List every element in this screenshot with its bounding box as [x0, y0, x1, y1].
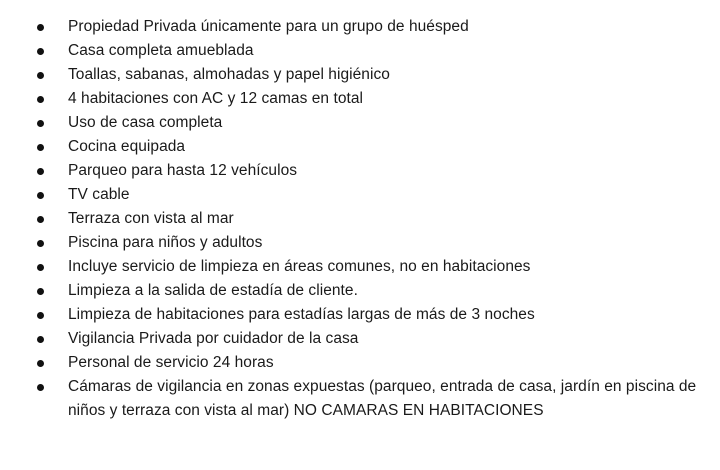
list-item — [0, 39, 720, 63]
list-item-text: Personal de servicio 24 horas — [68, 354, 274, 371]
list-item-text: Vigilancia Privada por cuidador de la casa — [68, 330, 359, 347]
bullet-icon — [37, 120, 44, 127]
list-item — [0, 159, 720, 183]
list-item-text: Casa completa amueblada — [68, 42, 254, 59]
bullet-icon — [37, 144, 44, 151]
list-item-text: Toallas, sabanas, almohadas y papel higiénico — [68, 66, 390, 83]
list-item — [0, 231, 720, 255]
bullet-icon — [37, 384, 44, 391]
list-item — [0, 255, 720, 279]
list-item-text: Uso de casa completa — [68, 114, 223, 131]
bullet-icon — [37, 240, 44, 247]
list-item — [0, 375, 720, 423]
list-item — [0, 15, 720, 39]
bullet-icon — [37, 216, 44, 223]
list-item-text: Terraza con vista al mar — [68, 210, 234, 227]
amenities-list — [0, 15, 720, 423]
list-item-text: Limpieza de habitaciones para estadías largas de más de 3 noches — [68, 306, 535, 323]
bullet-icon — [37, 264, 44, 271]
list-item — [0, 135, 720, 159]
bullet-icon — [37, 48, 44, 55]
list-item-text: TV cable — [68, 186, 130, 203]
list-item-text: Piscina para niños y adultos — [68, 234, 263, 251]
list-item — [0, 183, 720, 207]
bullet-icon — [37, 360, 44, 367]
bullet-icon — [37, 168, 44, 175]
list-item — [0, 63, 720, 87]
bullet-icon — [37, 192, 44, 199]
list-item-text: Cocina equipada — [68, 138, 186, 155]
list-item-text: Propiedad Privada únicamente para un grupo de huésped — [68, 18, 469, 35]
bullet-icon — [37, 312, 44, 319]
list-item — [0, 327, 720, 351]
list-item-text: Parqueo para hasta 12 vehículos — [68, 162, 298, 179]
list-item-text: Incluye servicio de limpieza en áreas comunes, no en habitaciones — [68, 258, 531, 275]
bullet-icon — [37, 288, 44, 295]
bullet-icon — [37, 336, 44, 343]
list-item — [0, 279, 720, 303]
bullet-icon — [37, 96, 44, 103]
list-item-text: 4 habitaciones con AC y 12 camas en total — [68, 90, 364, 107]
list-item — [0, 351, 720, 375]
list-item-text: Cámaras de vigilancia en zonas expuestas (parqueo, entrada de casa, jardín en piscina de niños y terraza con vista al mar) NO CAMARAS EN HABITACIONES — [68, 378, 697, 419]
list-item — [0, 111, 720, 135]
bullet-icon — [37, 24, 44, 31]
list-item — [0, 87, 720, 111]
list-item — [0, 207, 720, 231]
bullet-icon — [37, 72, 44, 79]
list-item-text: Limpieza a la salida de estadía de cliente. — [68, 282, 358, 299]
list-item — [0, 303, 720, 327]
